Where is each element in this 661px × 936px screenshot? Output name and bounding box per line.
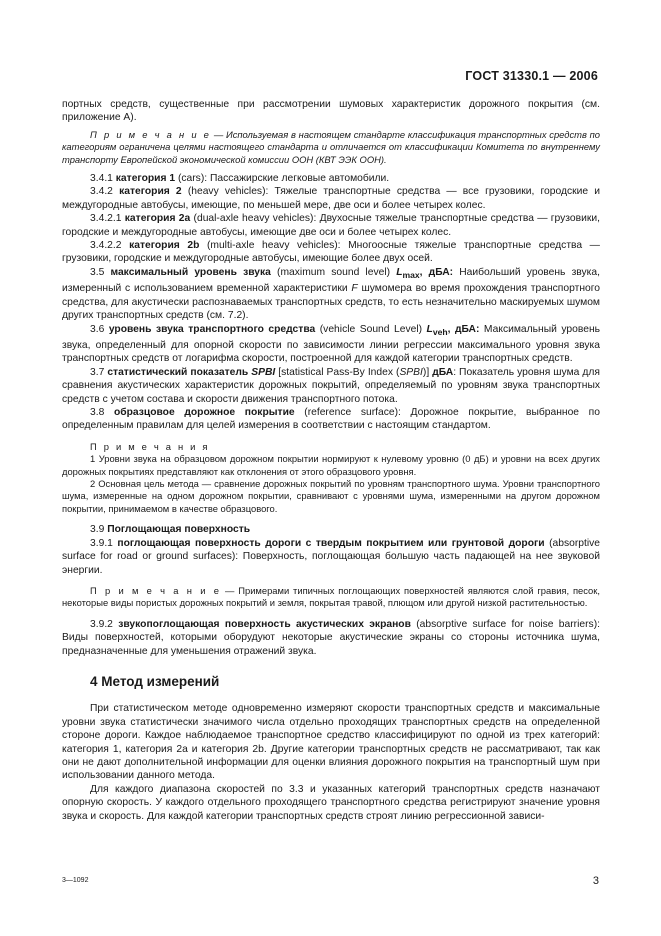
document-body [62,98,600,823]
note-label: П р и м е ч а н и е [90,584,222,596]
definition-3-6 [62,323,600,366]
term: категория 2а [124,213,191,225]
symbol-subscript: max [402,269,420,280]
definition-text: Наибольший уровень звука, измеренный с использованием временной характеристики [62,266,600,295]
note-2: 2 Основная цель метода — сравнение дорожных покрытий по уровням транспортного шума. Уровни транспортного шума, измеренные на одном дорожном покрытии, сравнивают с уровнями шума, измеренными на другом дорожном покрытии, принимаемом в качестве образцового. [62,478,600,514]
paragraph-continuation: портных средств, существенные при рассмотрении шумовых характеристик дорожного покрытия (см. приложение А). [62,99,600,124]
section-4-title: 4 Метод измерений [90,673,220,689]
term: уровень звука транспортного средства [108,323,316,335]
term: категория 2b [129,240,200,252]
definition-3-7 [62,366,600,406]
clause-number: 3.7 [90,366,108,378]
term: статистический показатель [107,366,252,378]
english-term: (vehicle Sound Level) [315,323,427,335]
term: поглощающая поверхность дороги с твердым покрытием или грунтовой дороги [117,537,545,549]
definition-text: : Показатель уровня шума для сравнения акустических характеристик дорожных покрытий, определяемый по уровням звука транспортных средств с учетом состава и скорости движения транспортного потока. [62,366,600,405]
clause-number: 3.4.2.2 [90,240,130,252]
standard-header: ГОСТ 31330.1 — 2006 [465,69,598,83]
clause-number: 3.4.1 [90,173,116,185]
term: категория 1 [115,173,176,185]
definition-3-5 [62,266,600,323]
clause-number: 3.9.2 [90,618,119,630]
clause-number: 3.8 [90,407,114,419]
definition-text: (absorptive surface for noise barriers): Виды поверхностей, которыми оборудуют некоторые акустические экраны со стороны источника шума, предназначенные для уменьшения отражений звука. [62,618,600,657]
term: Поглощающая поверхность [107,524,251,536]
abbreviation: SPBI [251,366,276,378]
clause-number: 3.4.2.1 [90,213,125,225]
definition-text: (dual-axle heavy vehicles): Двухосные тяжелые транспортные средства — грузовики, городские и междугородные автобусы, имеющие две оси и более четырех колес. [62,213,600,238]
definition-text: (heavy vehicles): Тяжелые транспортные средства — все грузовики, городские и междугородные автобусы, имеющие, по меньшей мере, две оси и более четырех колес. [62,186,601,211]
clause-number: 3.9.1 [90,537,118,549]
print-code: 3—1092 [62,877,89,884]
note-text: — Используемая в настоящем стандарте классификация транспортных средств по категориям ограничена целями настоящего стандарта и отличается от классификации Комитета по внутреннему транспорту Европейской экономической комиссии ООН (КВТ ЭЭК ООН). [62,128,600,165]
term: категория 2 [119,186,182,198]
note-label: П р и м е ч а н и е [90,128,212,140]
definition-3-9-2 [62,618,600,658]
definition-text: (multi-axle heavy vehicles): Многоосные тяжелые транспортные средства — грузовики, городские и междугородные автобусы, имеющие более двух осей. [62,240,600,265]
english-term: (maximum sound level) [270,266,397,278]
section-4-paragraph-1: При статистическом методе одновременно измеряют скорости транспортных средств и максимальные уровни звука статистически значимого числа отдельно проходящих транспортных средств на определенной стороне дороги. Каждое наблюдаемое транспортное средство классифицируют по одной из трех категорий: категория 1, категория 2а и категория 2b. Другие категории транспортных средств не рассматривают, так как они не дают дополнительной информации для оценки влияния дорожного покрытия на транспортный шум при использовании данного метода. [62,703,600,782]
english-term: [statistical Pass-By Index ( [275,366,400,378]
abbreviation: SPBI [399,366,423,378]
notes-label: П р и м е ч а н и я [90,440,210,452]
section-4-paragraph-2: Для каждого диапазона скоростей по 3.3 и указанных категорий транспортных средств назначают опорную скорость. У каждого отдельного проходящего транспортного средства регистрируют значение уровня звука и скорость. Для каждой категории транспортных средств строят линию регрессионной зависи- [62,783,600,822]
unit: , дБА: [447,323,480,335]
definition-text: шумомера во время прохождения транспортного средства, для акустически распознаваемых транспортных средств, то есть незначительно маскируемых шумом других транспортных средств (см. 7.2). [62,283,600,322]
note-1: 1 Уровни звука на образцовом дорожном покрытии нормируют к нулевому уровню (0 дБ) и уровни на всех других дорожных покрытиях представляют как отклонения от этого образцового уровня. [62,453,600,477]
english-term: )] [422,366,433,378]
term: максимальный уровень звука [110,266,271,278]
term: звукопоглощающая поверхность акустических экранов [118,618,411,630]
definition-3-9 [62,523,600,536]
definition-text: (reference surface): Дорожное покрытие, выбранное по определенным правилам для целей измерения в соответствии с настоящим стандартом. [62,407,600,432]
note-text: — Примерами типичных поглощающих поверхностей являются слой гравия, песок, некоторые виды пористых дорожных покрытий и земля, покрытая травой, плющом или другой низкой растительностью. [62,584,600,609]
page-number: 3 [592,875,599,887]
definition-text: (cars): Пассажирские легковые автомобили. [175,173,390,185]
clause-number: 3.4.2 [90,186,120,198]
symbol-subscript: veh [432,326,448,337]
definition-3-8 [62,406,600,433]
clause-number: 3.9 [90,524,108,536]
definition-3-4-2-2 [62,239,600,266]
clause-number: 3.5 [90,266,111,278]
note-classification [62,129,600,166]
definition-3-4-1 [62,172,600,185]
unit: дБА [432,366,454,378]
unit: , дБА: [419,266,454,278]
definition-3-9-1 [62,537,600,577]
definition-text: Максимальный уровень звука, определенный для опорной скорости по зависимости линии регрессии максимального уровня звука транспортных средств от логарифма скорости, построенной для каждой категории транспортных средств. [62,323,600,365]
symbol: L [396,266,403,278]
note-absorptive [62,585,600,610]
symbol: L [426,323,433,335]
term: образцовое дорожное покрытие [113,407,295,419]
definition-3-4-2-1 [62,212,600,239]
clause-number: 3.6 [90,323,109,335]
definition-3-4-2 [62,185,600,212]
definition-text: (absorptive surface for road or ground surfaces): Поверхность, поглощающая большую часть падающей на нее звуковой энергии. [62,537,601,576]
symbol: F [351,283,358,295]
